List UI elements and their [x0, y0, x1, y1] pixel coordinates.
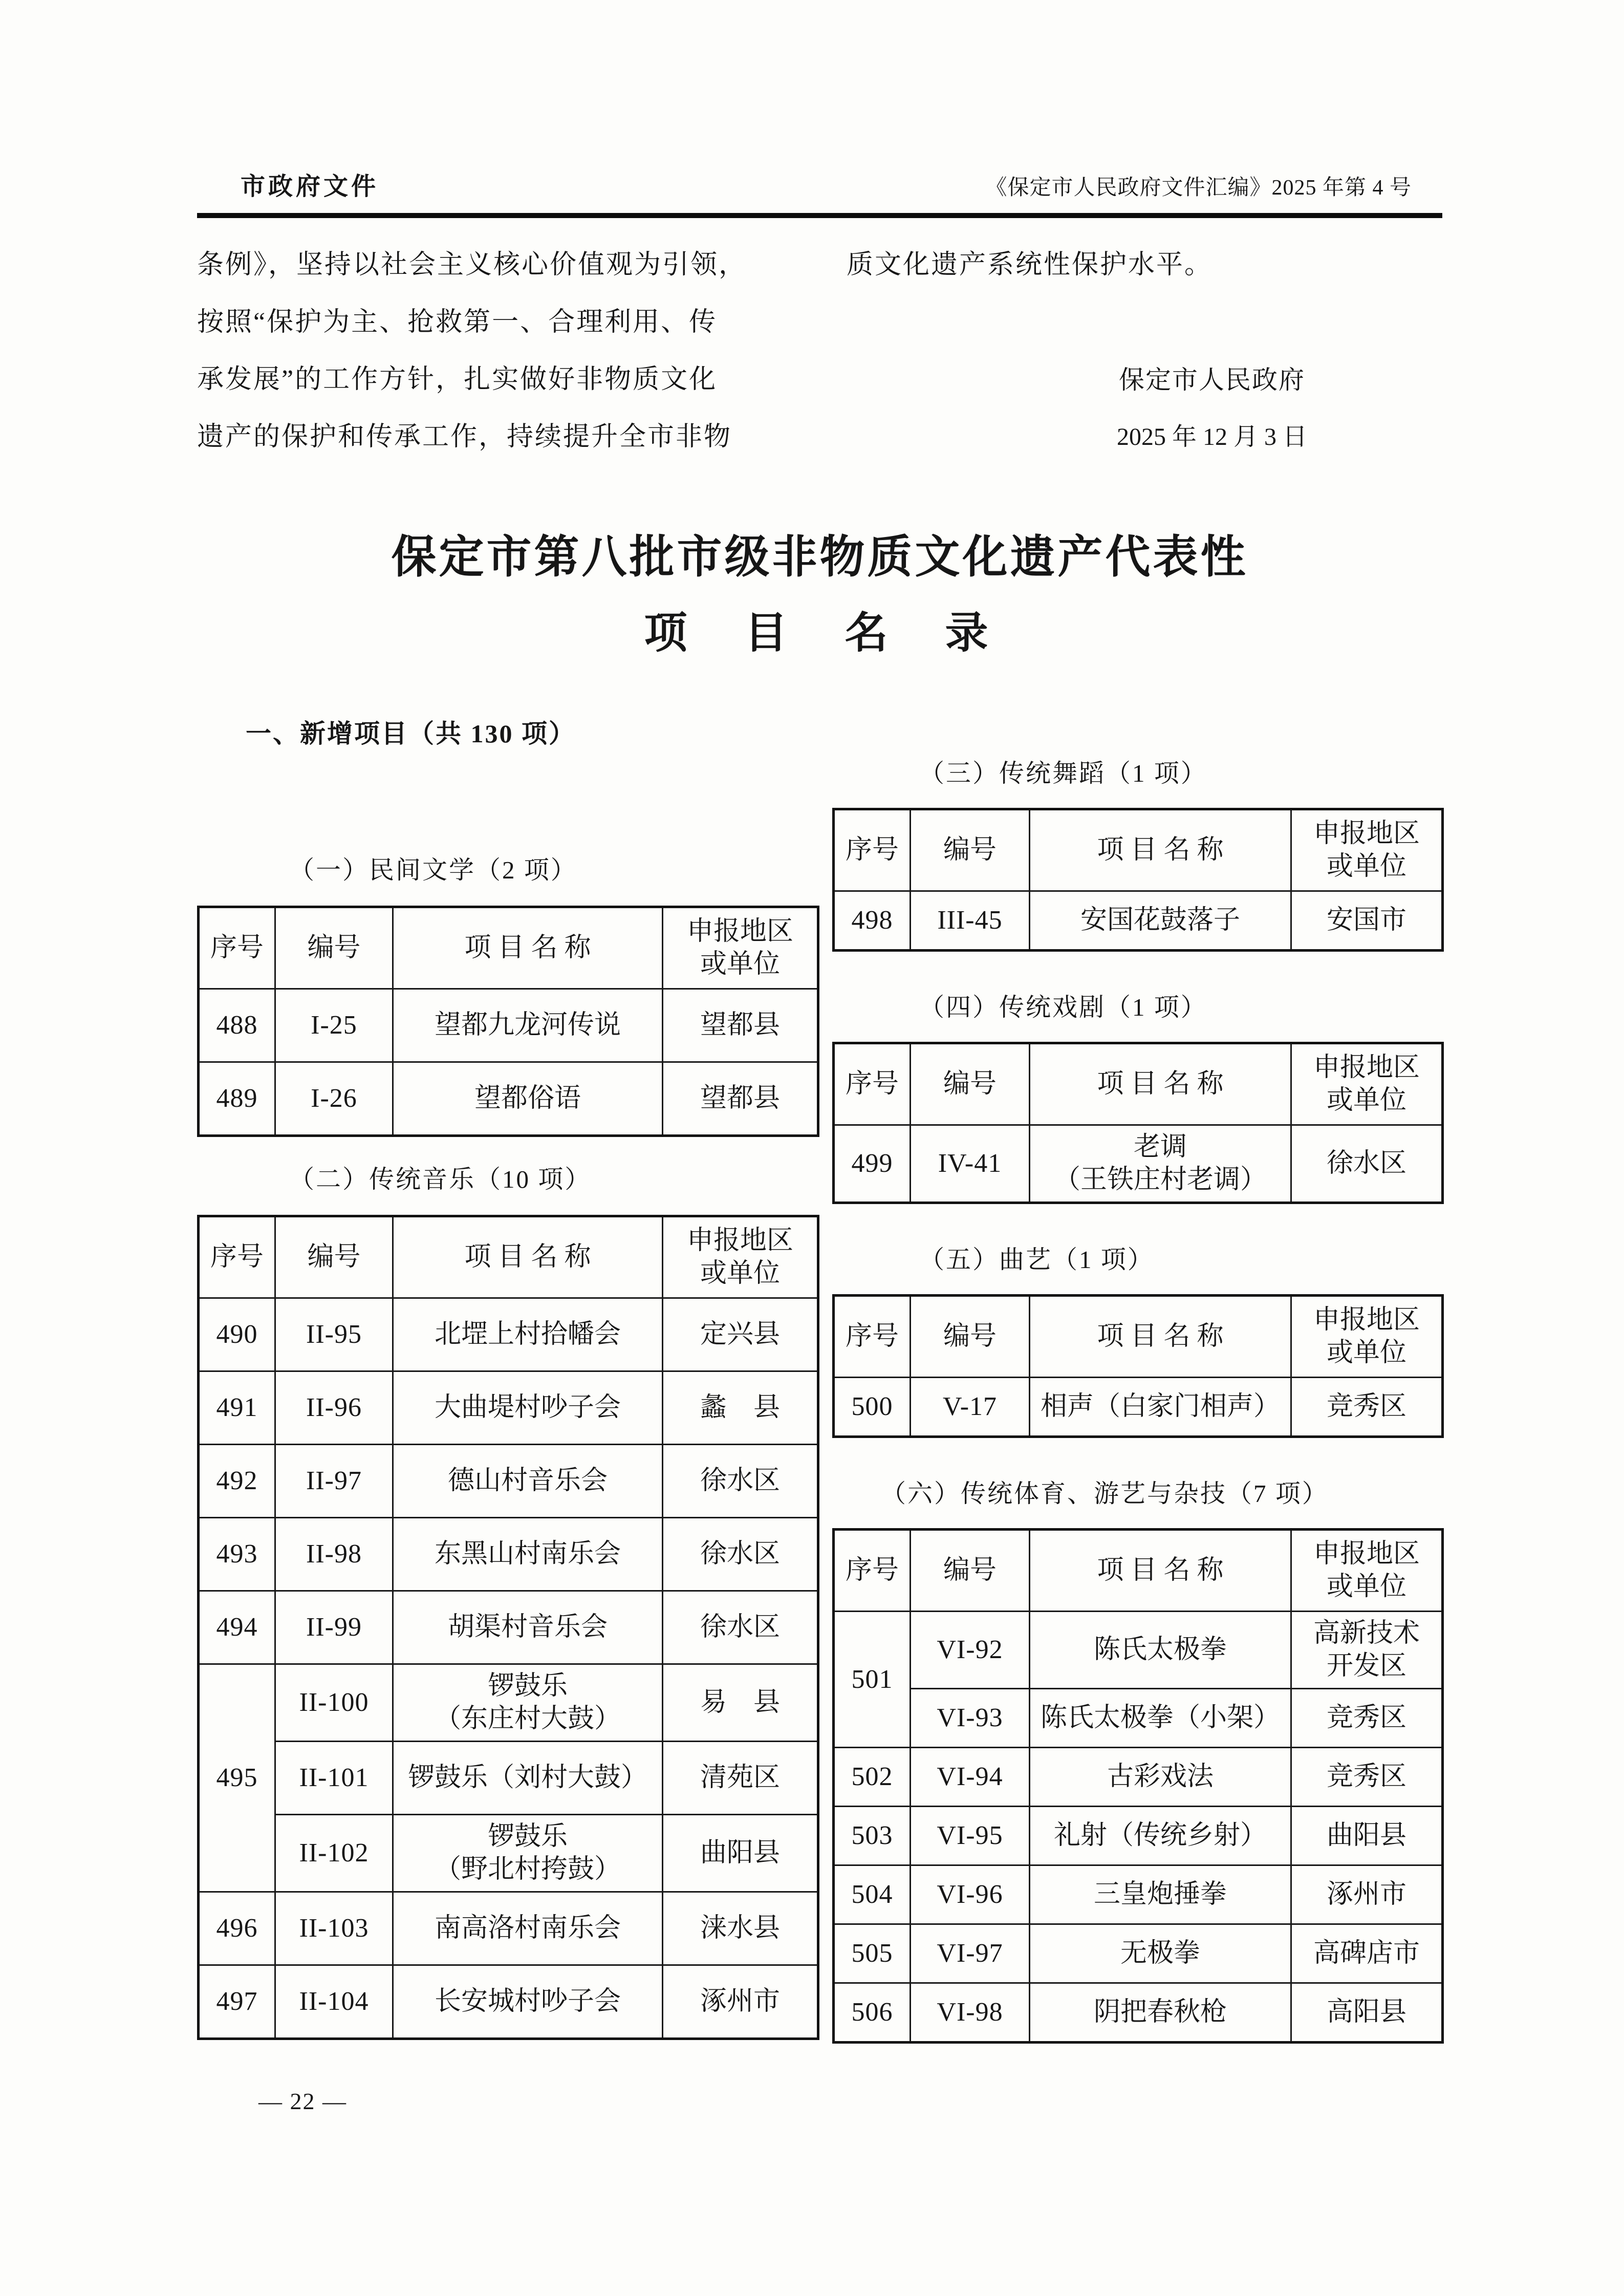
col-header-name: 项 目 名 称	[1030, 1043, 1291, 1125]
cell-code: VI-95	[911, 1807, 1030, 1865]
table-traditional-opera	[832, 1042, 1444, 1204]
col-header-code: 编号	[911, 1530, 1030, 1612]
cell-name: 安国花鼓落子	[1030, 891, 1291, 951]
cell-name: 大曲堤村吵子会	[393, 1371, 663, 1445]
cell-code: VI-96	[911, 1865, 1030, 1924]
col-header-code: 编号	[911, 1296, 1030, 1378]
cell-name: 南高洛村南乐会	[393, 1892, 663, 1965]
cell-name: 锣鼓乐 （东庄村大鼓）	[393, 1664, 663, 1742]
cell-code: II-95	[275, 1298, 393, 1371]
cell-region: 蠡 县	[663, 1371, 818, 1445]
two-column-list	[197, 718, 1442, 2044]
section-heading-traditional-music: （二）传统音乐（10 项）	[289, 1165, 592, 1193]
cell-name: 锣鼓乐（刘村大鼓）	[393, 1742, 663, 1815]
table-row	[199, 1445, 818, 1518]
cell-seq: 488	[199, 989, 275, 1062]
cell-name: 胡渠村音乐会	[393, 1591, 663, 1664]
intro-line: 质文化遗产系统性保护水平。	[847, 250, 1213, 280]
table-row	[199, 1518, 818, 1591]
cell-region: 涞水县	[663, 1892, 818, 1965]
intro-right-column	[832, 237, 1442, 466]
table-header-row	[834, 809, 1443, 891]
cell-code: V-17	[911, 1378, 1030, 1437]
cell-seq: 505	[834, 1924, 911, 1983]
cell-name: 东黑山村南乐会	[393, 1518, 663, 1591]
table-traditional-music	[197, 1215, 819, 2040]
cell-region: 清苑区	[663, 1742, 818, 1815]
cell-code: VI-97	[911, 1924, 1030, 1983]
cell-name: 德山村音乐会	[393, 1445, 663, 1518]
table-row	[834, 1689, 1443, 1748]
cell-name: 北堽上村拾幡会	[393, 1298, 663, 1371]
section-heading-folk-literature: （一）民间文学（2 项）	[289, 856, 577, 884]
page-content	[197, 166, 1442, 2044]
cell-code: II-102	[275, 1815, 393, 1892]
table-header-row	[199, 907, 818, 989]
table-row	[199, 1664, 818, 1742]
cell-code: VI-94	[911, 1748, 1030, 1807]
cell-name: 陈氏太极拳	[1030, 1612, 1291, 1689]
cell-code: II-99	[275, 1591, 393, 1664]
cell-seq: 497	[199, 1965, 275, 2039]
intro-line: 承发展”的工作方针，扎实做好非物质文化	[197, 365, 718, 394]
cell-region: 曲阳县	[663, 1815, 818, 1892]
doc-type-label: 市政府文件	[241, 173, 379, 200]
table-folk-literature	[197, 906, 819, 1137]
table-row	[834, 1807, 1443, 1865]
table-header-row	[834, 1530, 1443, 1612]
running-header	[197, 166, 1442, 202]
left-column	[197, 718, 817, 2040]
cell-name: 望都俗语	[393, 1062, 663, 1136]
doc-title-line1: 保定市第八批市级非物质文化遗产代表性	[391, 531, 1248, 582]
cell-region: 竞秀区	[1291, 1378, 1443, 1437]
right-column	[832, 718, 1442, 2044]
intro-line: 按照“保护为主、抢救第一、合理利用、传	[197, 308, 718, 337]
table-row	[834, 1748, 1443, 1807]
cell-seq: 490	[199, 1298, 275, 1371]
table-row	[834, 1378, 1443, 1437]
cell-seq: 489	[199, 1062, 275, 1136]
cell-code: VI-98	[911, 1983, 1030, 2043]
cell-region: 高碑店市	[1291, 1924, 1443, 1983]
cell-code: II-100	[275, 1664, 393, 1742]
table-quyi	[832, 1294, 1444, 1438]
cell-name: 三皇炮捶拳	[1030, 1865, 1291, 1924]
cell-region: 望都县	[663, 1062, 818, 1136]
col-header-seq: 序号	[199, 907, 275, 989]
table-row	[199, 1742, 818, 1815]
cell-code: VI-93	[911, 1689, 1030, 1748]
table-row	[199, 1892, 818, 1965]
table-row	[834, 1983, 1443, 2043]
col-header-code: 编号	[911, 809, 1030, 891]
signer-name: 保定市人民政府	[1119, 366, 1305, 394]
cell-name: 老调 （王铁庄村老调）	[1030, 1125, 1291, 1203]
cell-code: II-104	[275, 1965, 393, 2039]
table-row	[199, 1298, 818, 1371]
col-header-seq: 序号	[199, 1216, 275, 1298]
cell-code: I-26	[275, 1062, 393, 1136]
intro-line: 遗产的保护和传承工作，持续提升全市非物	[197, 422, 732, 452]
cell-code: I-25	[275, 989, 393, 1062]
cell-seq: 493	[199, 1518, 275, 1591]
header-rule	[197, 213, 1442, 218]
cell-region: 竞秀区	[1291, 1748, 1443, 1807]
col-header-seq: 序号	[834, 1530, 911, 1612]
table-row	[199, 1815, 818, 1892]
cell-region: 曲阳县	[1291, 1807, 1443, 1865]
cell-seq: 498	[834, 891, 911, 951]
table-row	[834, 1612, 1443, 1689]
table-header-row	[199, 1216, 818, 1298]
col-header-code: 编号	[911, 1043, 1030, 1125]
cell-code: II-101	[275, 1742, 393, 1815]
col-header-name: 项 目 名 称	[393, 907, 663, 989]
table-row	[834, 1924, 1443, 1983]
cell-name: 陈氏太极拳（小架）	[1030, 1689, 1291, 1748]
col-header-region: 申报地区 或单位	[663, 1216, 818, 1298]
intro-paragraphs	[197, 237, 1442, 466]
table-row	[834, 1125, 1443, 1203]
table-row	[199, 1371, 818, 1445]
page-number: — 22 —	[258, 2088, 347, 2114]
cell-region: 定兴县	[663, 1298, 818, 1371]
cell-seq: 492	[199, 1445, 275, 1518]
table-row	[199, 1591, 818, 1664]
col-header-name: 项 目 名 称	[1030, 1296, 1291, 1378]
section-heading-traditional-dance: （三）传统舞蹈（1 项）	[919, 759, 1207, 787]
table-header-row	[834, 1296, 1443, 1378]
cell-name: 古彩戏法	[1030, 1748, 1291, 1807]
col-header-code: 编号	[275, 907, 393, 989]
cell-name: 长安城村吵子会	[393, 1965, 663, 2039]
cell-region: 高阳县	[1291, 1983, 1443, 2043]
cell-region: 安国市	[1291, 891, 1443, 951]
cell-region: 涿州市	[663, 1965, 818, 2039]
cell-seq: 495	[199, 1664, 275, 1892]
table-row	[199, 1965, 818, 2039]
cell-code: II-97	[275, 1445, 393, 1518]
cell-region: 易 县	[663, 1664, 818, 1742]
cell-name: 相声（白家门相声）	[1030, 1378, 1291, 1437]
col-header-name: 项 目 名 称	[1030, 1530, 1291, 1612]
cell-region: 徐水区	[663, 1591, 818, 1664]
col-header-region: 申报地区 或单位	[1291, 809, 1443, 891]
list-main-heading: 一、新增项目（共 130 项）	[246, 719, 576, 748]
section-heading-sports-acrobatics: （六）传统体育、游艺与杂技（7 项）	[881, 1479, 1329, 1508]
cell-code: VI-92	[911, 1612, 1030, 1689]
col-header-name: 项 目 名 称	[393, 1216, 663, 1298]
doc-title-line2: 项 目 名 录	[644, 609, 995, 657]
cell-name: 锣鼓乐 （野北村挎鼓）	[393, 1815, 663, 1892]
cell-region: 高新技术 开发区	[1291, 1612, 1443, 1689]
cell-seq: 491	[199, 1371, 275, 1445]
cell-seq: 496	[199, 1892, 275, 1965]
cell-region: 徐水区	[663, 1445, 818, 1518]
cell-seq: 502	[834, 1748, 911, 1807]
cell-seq: 499	[834, 1125, 911, 1203]
table-row	[199, 1062, 818, 1136]
intro-line: 条例》，坚持以社会主义核心价值观为引领，	[197, 250, 747, 280]
section-heading-quyi: （五）曲艺（1 项）	[919, 1246, 1154, 1274]
cell-name: 无极拳	[1030, 1924, 1291, 1983]
cell-seq: 503	[834, 1807, 911, 1865]
cell-seq: 494	[199, 1591, 275, 1664]
cell-code: II-103	[275, 1892, 393, 1965]
table-sports-acrobatics	[832, 1528, 1444, 2044]
section-heading-traditional-opera: （四）传统戏剧（1 项）	[919, 993, 1207, 1021]
cell-seq: 504	[834, 1865, 911, 1924]
col-header-region: 申报地区 或单位	[663, 907, 818, 989]
col-header-code: 编号	[275, 1216, 393, 1298]
col-header-name: 项 目 名 称	[1030, 809, 1291, 891]
table-traditional-dance	[832, 808, 1444, 952]
cell-code: II-98	[275, 1518, 393, 1591]
table-row	[834, 1865, 1443, 1924]
cell-region: 徐水区	[663, 1518, 818, 1591]
table-row	[834, 891, 1443, 951]
cell-name: 望都九龙河传说	[393, 989, 663, 1062]
cell-region: 望都县	[663, 989, 818, 1062]
table-header-row	[834, 1043, 1443, 1125]
col-header-region: 申报地区 或单位	[1291, 1530, 1443, 1612]
col-header-seq: 序号	[834, 1296, 911, 1378]
cell-region: 涿州市	[1291, 1865, 1443, 1924]
cell-code: III-45	[911, 891, 1030, 951]
col-header-seq: 序号	[834, 809, 911, 891]
cell-seq: 506	[834, 1983, 911, 2043]
signature-block	[1102, 351, 1322, 466]
cell-seq: 501	[834, 1612, 911, 1748]
signature-date: 2025 年 12 月 3 日	[1116, 423, 1307, 450]
compilation-issue-label: 《保定市人民政府文件汇编》2025 年第 4 号	[985, 176, 1412, 200]
cell-name: 阴把春秋枪	[1030, 1983, 1291, 2043]
cell-code: II-96	[275, 1371, 393, 1445]
cell-seq: 500	[834, 1378, 911, 1437]
cell-name: 礼射（传统乡射）	[1030, 1807, 1291, 1865]
col-header-region: 申报地区 或单位	[1291, 1043, 1443, 1125]
cell-region: 竞秀区	[1291, 1689, 1443, 1748]
cell-code: IV-41	[911, 1125, 1030, 1203]
cell-region: 徐水区	[1291, 1125, 1443, 1203]
intro-left-column	[197, 237, 817, 466]
table-row	[199, 989, 818, 1062]
col-header-region: 申报地区 或单位	[1291, 1296, 1443, 1378]
col-header-seq: 序号	[834, 1043, 911, 1125]
